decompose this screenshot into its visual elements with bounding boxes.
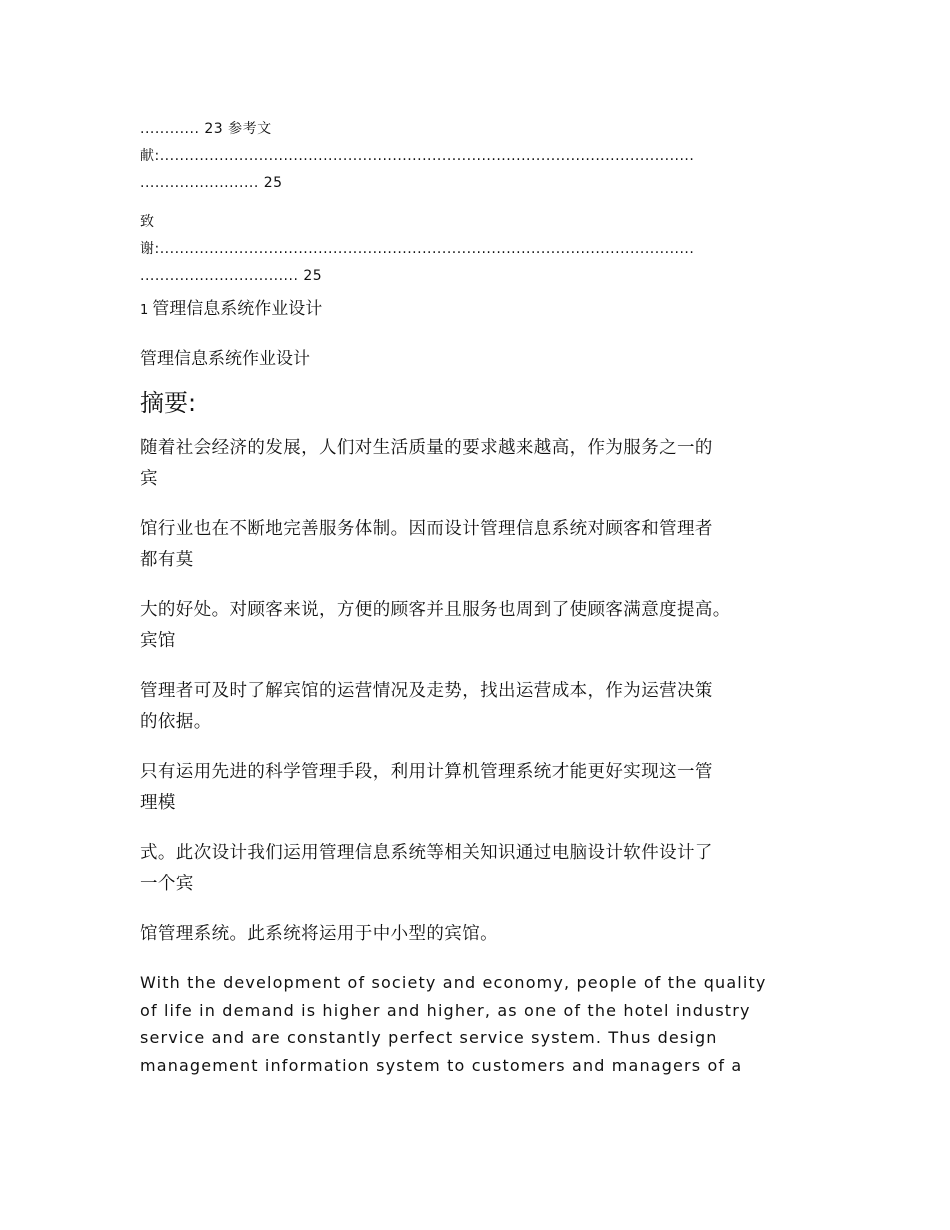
abstract-paragraph: [140, 676, 820, 738]
paragraph-line: 理模: [140, 793, 176, 813]
toc-line: 献:............................................................................................................: [140, 148, 695, 164]
section-title: 管理信息系统作业设计: [152, 299, 323, 319]
toc-line: ................................ 25: [140, 268, 323, 284]
paragraph-line: 管理者可及时了解宾馆的运营情况及走势，找出运营成本，作为运营决策: [140, 681, 713, 701]
toc-entry-acknowledgement: [140, 209, 820, 290]
abstract-paragraph: [140, 919, 820, 950]
english-line: service and are constantly perfect service system. Thus design: [140, 1028, 718, 1047]
document-subtitle: 管理信息系统作业设计: [140, 349, 310, 369]
english-line: management information system to customers and managers of a: [140, 1055, 743, 1075]
paragraph-line: 式。此次设计我们运用管理信息系统等相关知识通过电脑设计软件设计了: [140, 843, 713, 863]
toc-line: 谢:............................................................................................................: [140, 241, 695, 257]
english-line: With the development of society and economy, people of the quality: [140, 973, 767, 992]
abstract-paragraph: [140, 757, 820, 819]
paragraph-line: 宾: [140, 469, 158, 489]
abstract-paragraph: [140, 433, 820, 495]
paragraph-line: 大的好处。对顾客来说，方便的顾客并且服务也周到了使顾客满意度提高。: [140, 600, 731, 620]
abstract-paragraph: [140, 595, 820, 657]
paragraph-line: 随着社会经济的发展，人们对生活质量的要求越来越高，作为服务之一的: [140, 438, 713, 458]
paragraph-line: 的依据。: [140, 712, 212, 732]
paragraph-line: 馆管理系统。此系统将运用于中小型的宾馆。: [140, 924, 498, 944]
toc-line: ............ 23 参考文: [140, 121, 272, 137]
paragraph-line: 一个宾: [140, 874, 194, 894]
abstract-paragraph: [140, 838, 820, 900]
paragraph-line: 宾馆: [140, 631, 176, 651]
abstract-title: 摘要:: [140, 389, 197, 417]
paragraph-line: 馆行业也在不断地完善服务体制。因而设计管理信息系统对顾客和管理者: [140, 519, 713, 539]
paragraph-line: 只有运用先进的科学管理手段，利用计算机管理系统才能更好实现这一管: [140, 762, 713, 782]
toc-line: ........................ 25: [140, 175, 283, 191]
abstract-paragraph: [140, 514, 820, 576]
section-number: 1: [140, 303, 149, 318]
paragraph-line: 都有莫: [140, 550, 194, 570]
toc-entry-references: [140, 116, 820, 197]
toc-line: 致: [140, 214, 155, 230]
page-content: [140, 116, 820, 1079]
english-line: of life in demand is higher and higher, as one of the hotel industry: [140, 1000, 751, 1020]
english-abstract: [140, 969, 820, 1079]
section-heading: [140, 296, 820, 324]
